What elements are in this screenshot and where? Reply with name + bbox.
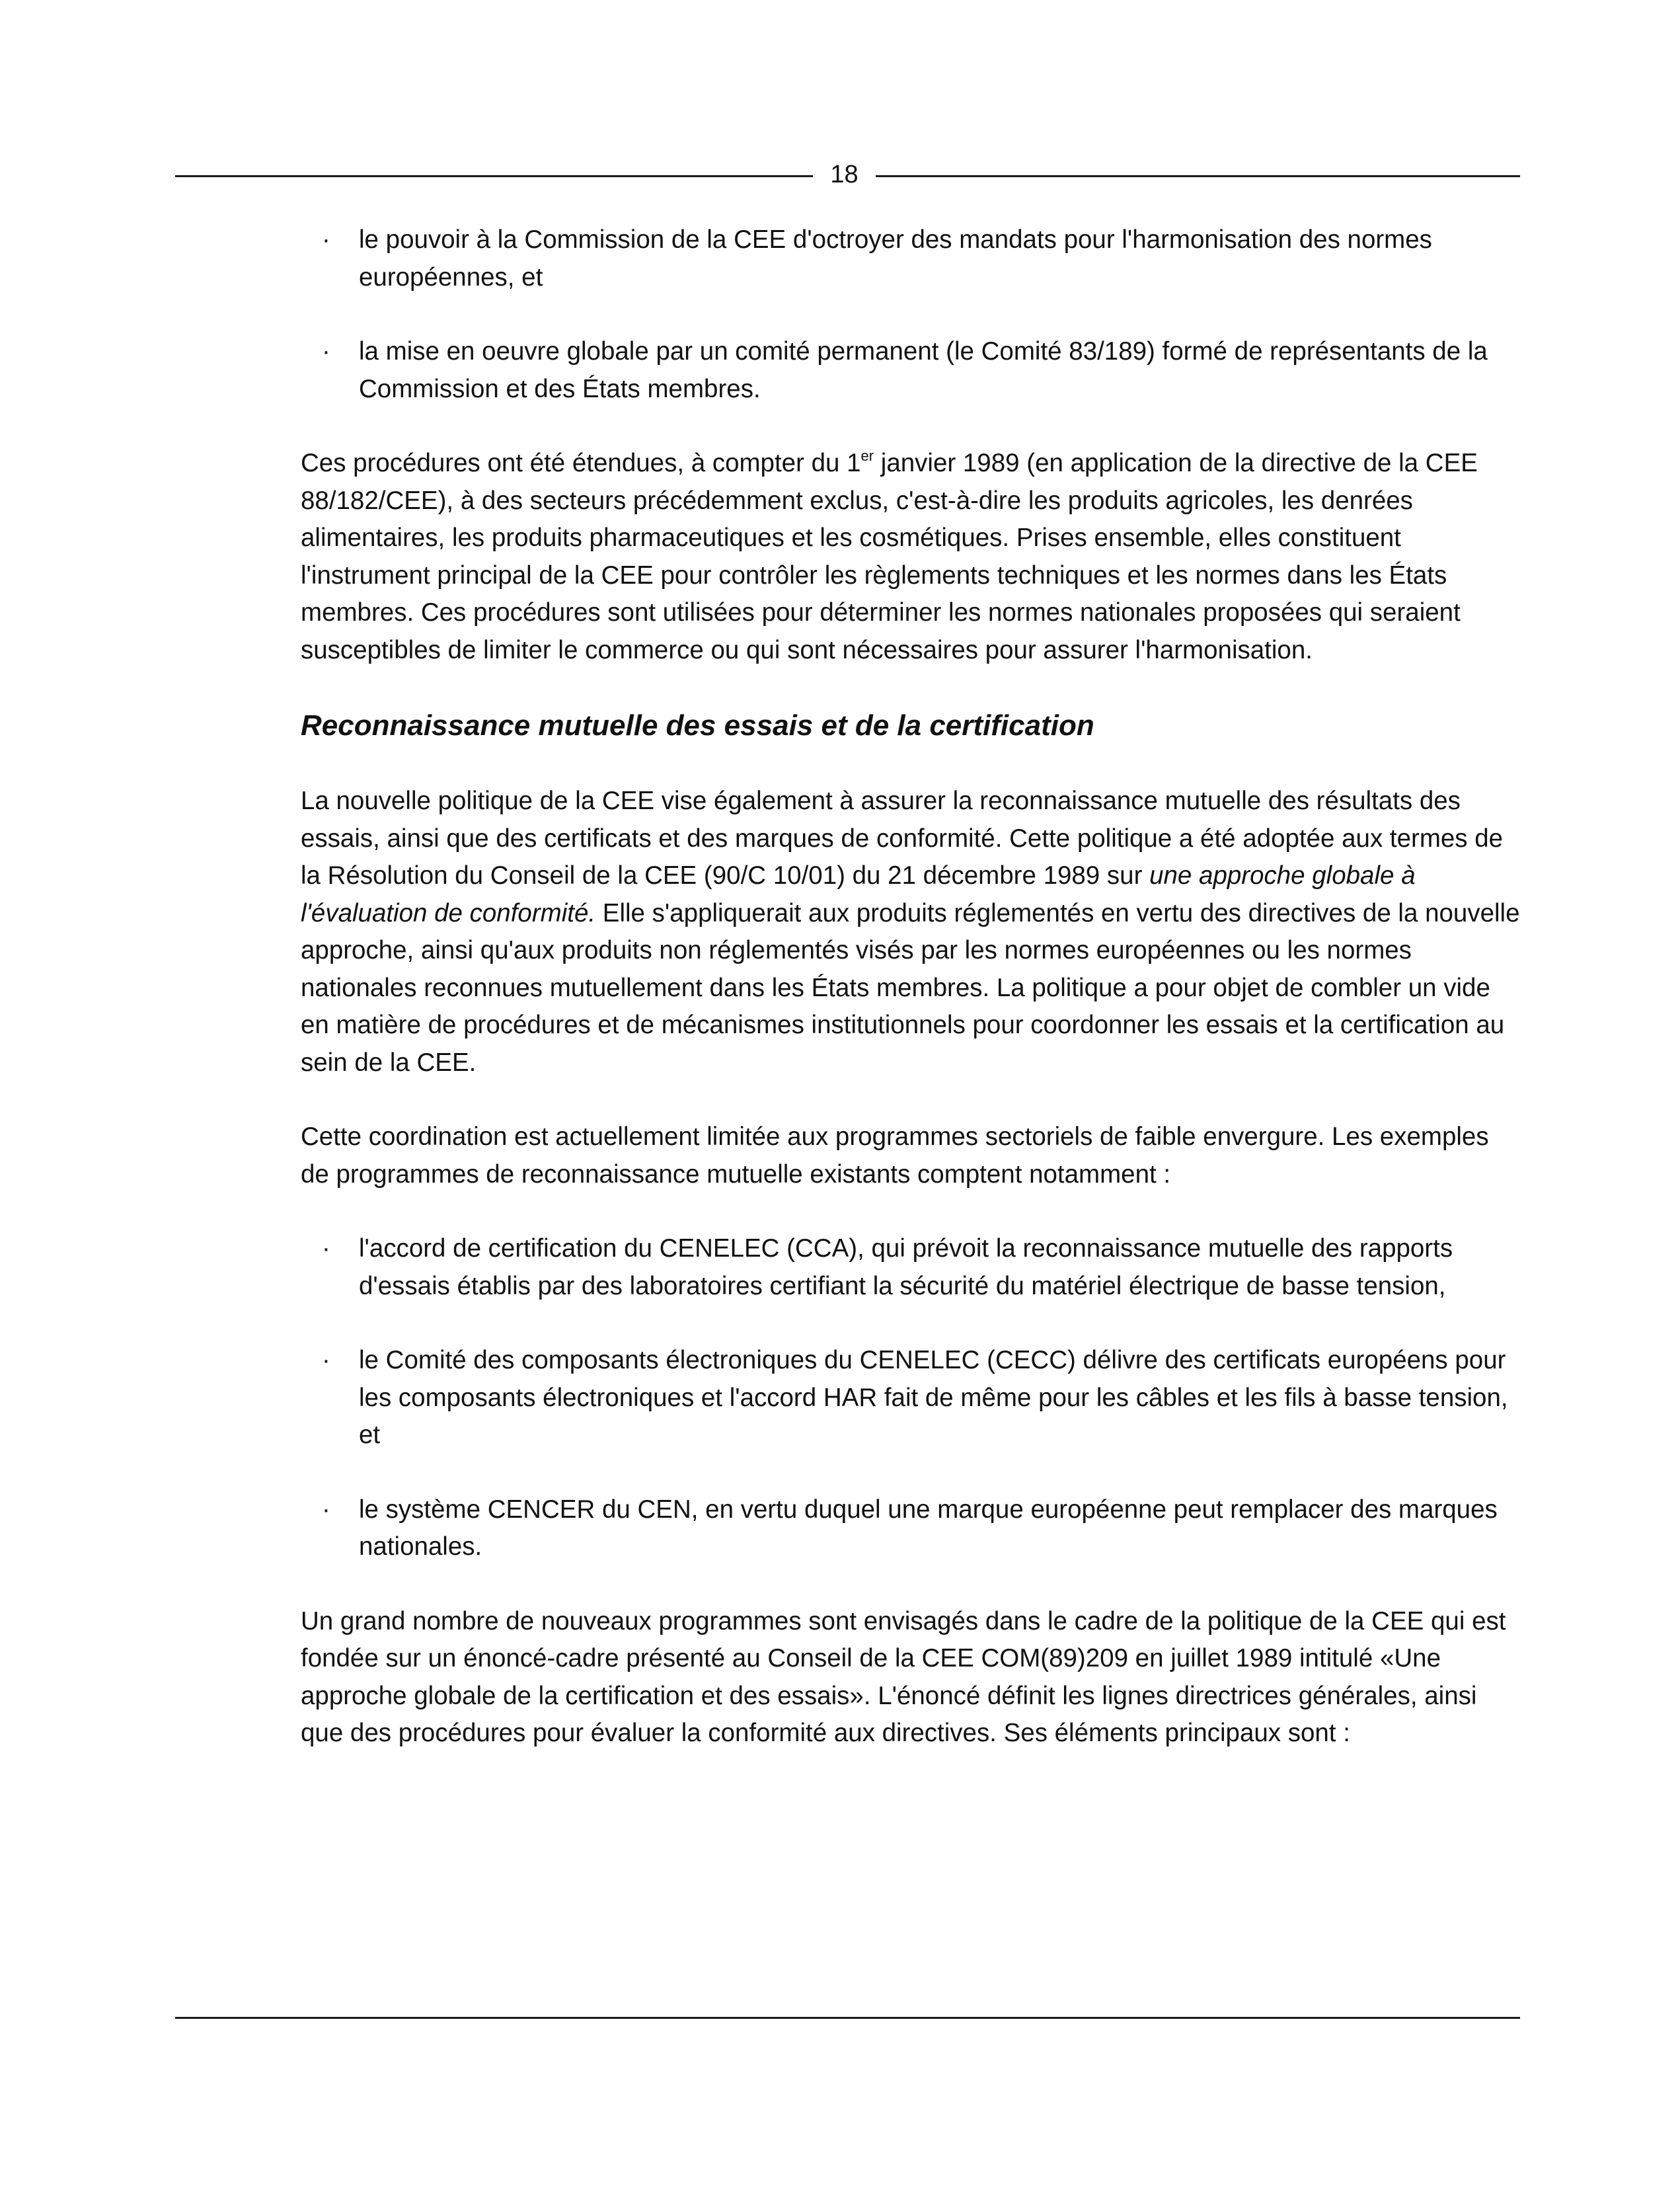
page-header <box>175 161 1520 204</box>
paragraph-text: La nouvelle politique de la CEE vise également à assurer la reconnaissance mutuelle des résultats des essais, ainsi que des certificats et des marques de conformité. Cette politique a été adoptée aux termes de la Résolution du Conseil de la CEE (90/C 10/01) du 21 décembre 1989 sur <box>301 787 1504 890</box>
bullet-icon: · <box>322 1495 330 1524</box>
bullet-icon: · <box>322 337 330 366</box>
bullet-icon: · <box>322 1346 330 1374</box>
paragraph-text: janvier 1989 (en application de la directive de la CEE 88/182/CEE), à des secteurs précédemment exclus, c'est-à-dire les produits agricoles, les denrées alimentaires, les produits pharmaceutiques et les cosmétiques. Prises ensemble, elles constituent l'instrument principal de la CEE pour contrôler les règlements techniques et les normes dans les États membres. Ces procédures sont utilisées pour déterminer les normes nationales proposées qui seraient susceptibles de limiter le commerce ou qui sont nécessaires pour assurer l'harmonisation. <box>301 449 1478 664</box>
bullet-icon: · <box>322 1234 330 1263</box>
paragraph-mutual-recognition <box>301 783 1520 1081</box>
list-item <box>301 221 1520 296</box>
paragraph-text: Ces procédures ont été étendues, à compter du 1 <box>301 449 861 477</box>
bullet-list-programs <box>301 1230 1520 1566</box>
superscript: er <box>860 448 874 464</box>
paragraph-coordination: Cette coordination est actuellement limitée aux programmes sectoriels de faible envergure. Les exemples de programmes de reconnaissance mutuelle existants comptent notamment : <box>301 1122 1489 1189</box>
paragraph-text: Elle s'appliquerait aux produits réglementés en vertu des directives de la nouvelle approche, ainsi qu'aux produits non réglementés visés par les normes européennes ou les normes nationales reconnues mutuellement dans les États membres. La politique a pour objet de combler un vide en matière de procédures et de mécanismes institutionnels pour coordonner les essais et la certification au sein de la CEE. <box>301 898 1520 1077</box>
list-item-text: le Comité des composants électroniques du CENELEC (CECC) délivre des certificats européens pour les composants électroniques et l'accord HAR fait de même pour les câbles et les fils à basse tension, et <box>359 1346 1508 1449</box>
page-body <box>301 221 1520 1752</box>
list-item <box>301 333 1520 408</box>
list-item-text: l'accord de certification du CENELEC (CCA), qui prévoit la reconnaissance mutuelle des rapports d'essais établis par des laboratoires certifiant la sécurité du matériel électrique de basse tension, <box>359 1234 1453 1300</box>
list-item <box>301 1230 1520 1305</box>
list-item-text: le système CENCER du CEN, en vertu duquel une marque européenne peut remplacer des marques nationales. <box>359 1495 1498 1561</box>
section-heading: Reconnaissance mutuelle des essais et de la certification <box>301 709 1094 742</box>
paragraph-new-programs: Un grand nombre de nouveaux programmes sont envisagés dans le cadre de la politique de la CEE qui est fondée sur un énoncé-cadre présenté au Conseil de la CEE COM(89)209 en juillet 1989 intitulé «Une approche globale de la certification et des essais». L'énoncé définit les lignes directrices générales, ainsi que des procédures pour évaluer la conformité aux directives. Ses éléments principaux sont : <box>301 1606 1506 1747</box>
paragraph-procedures <box>301 445 1520 669</box>
bullet-icon: · <box>322 225 330 254</box>
list-item <box>301 1342 1520 1454</box>
header-rule-left <box>175 175 813 177</box>
page-number: 18 <box>830 161 859 188</box>
list-item-text: le pouvoir à la Commission de la CEE d'octroyer des mandats pour l'harmonisation des normes européennes, et <box>359 225 1432 292</box>
list-item-text: la mise en oeuvre globale par un comité permanent (le Comité 83/189) formé de représentants de la Commission et des États membres. <box>359 337 1488 403</box>
footer-rule <box>175 2017 1520 2019</box>
header-rule-right <box>876 175 1520 177</box>
bullet-list-top <box>301 221 1520 408</box>
emphasis-text: une approche globale à l'évaluation de conformité. <box>301 861 1416 927</box>
list-item <box>301 1491 1520 1566</box>
